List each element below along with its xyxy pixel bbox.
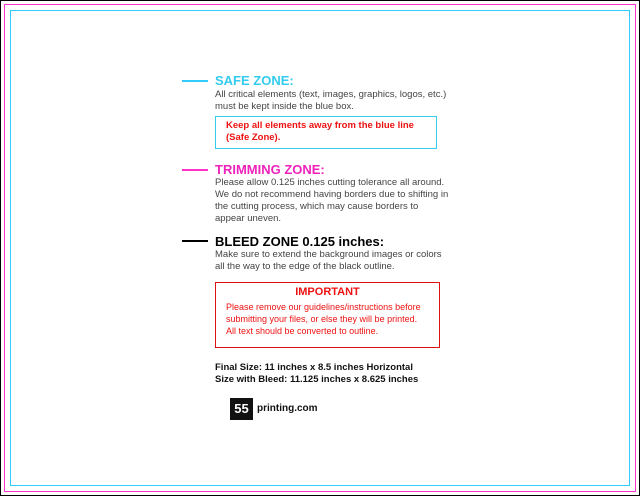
important-text-line: All text should be converted to outline. [226,326,379,336]
safe-zone-heading: SAFE ZONE: [215,73,294,88]
safe-zone-notice-line: Keep all elements away from the blue line [226,120,414,131]
trimming-zone-text-line: We do not recommend having borders due to shifting in [215,189,449,200]
important-title: IMPORTANT [295,286,360,298]
final-size-text: Final Size: 11 inches x 8.5 inches Horizontal [215,362,413,373]
safe-zone-notice-line: (Safe Zone). [226,132,281,143]
important-notice-box [215,282,440,348]
bleed-size-text: Size with Bleed: 11.125 inches x 8.625 inches [215,374,419,385]
important-text-line: submitting your files, or else they will be printed. [226,314,418,324]
trimming-zone-text-line: appear uneven. [215,213,282,224]
trimming-zone-marker [182,169,208,171]
logo-text: printing.com [257,403,318,414]
bleed-zone-text-line: Make sure to extend the background images or colors [215,249,442,260]
safe-zone-text-line: must be kept inside the blue box. [215,101,354,112]
safe-zone-text-line: All critical elements (text, images, graphics, logos, etc.) [215,89,447,100]
trimming-zone-heading: TRIMMING ZONE: [215,162,325,177]
bleed-zone-heading: BLEED ZONE 0.125 inches: [215,234,385,249]
important-text-line: Please remove our guidelines/instructions before [226,302,421,312]
bleed-zone-text-line: all the way to the edge of the black outline. [215,261,395,272]
bleed-zone-marker [182,240,208,242]
trimming-zone-text-line: the cutting process, which may cause borders to [215,201,419,212]
safe-zone-marker [182,80,208,82]
trimming-zone-text-line: Please allow 0.125 inches cutting tolerance all around. [215,177,445,188]
logo-mark: 55 [230,398,253,420]
safe-zone-notice-box [215,116,437,149]
